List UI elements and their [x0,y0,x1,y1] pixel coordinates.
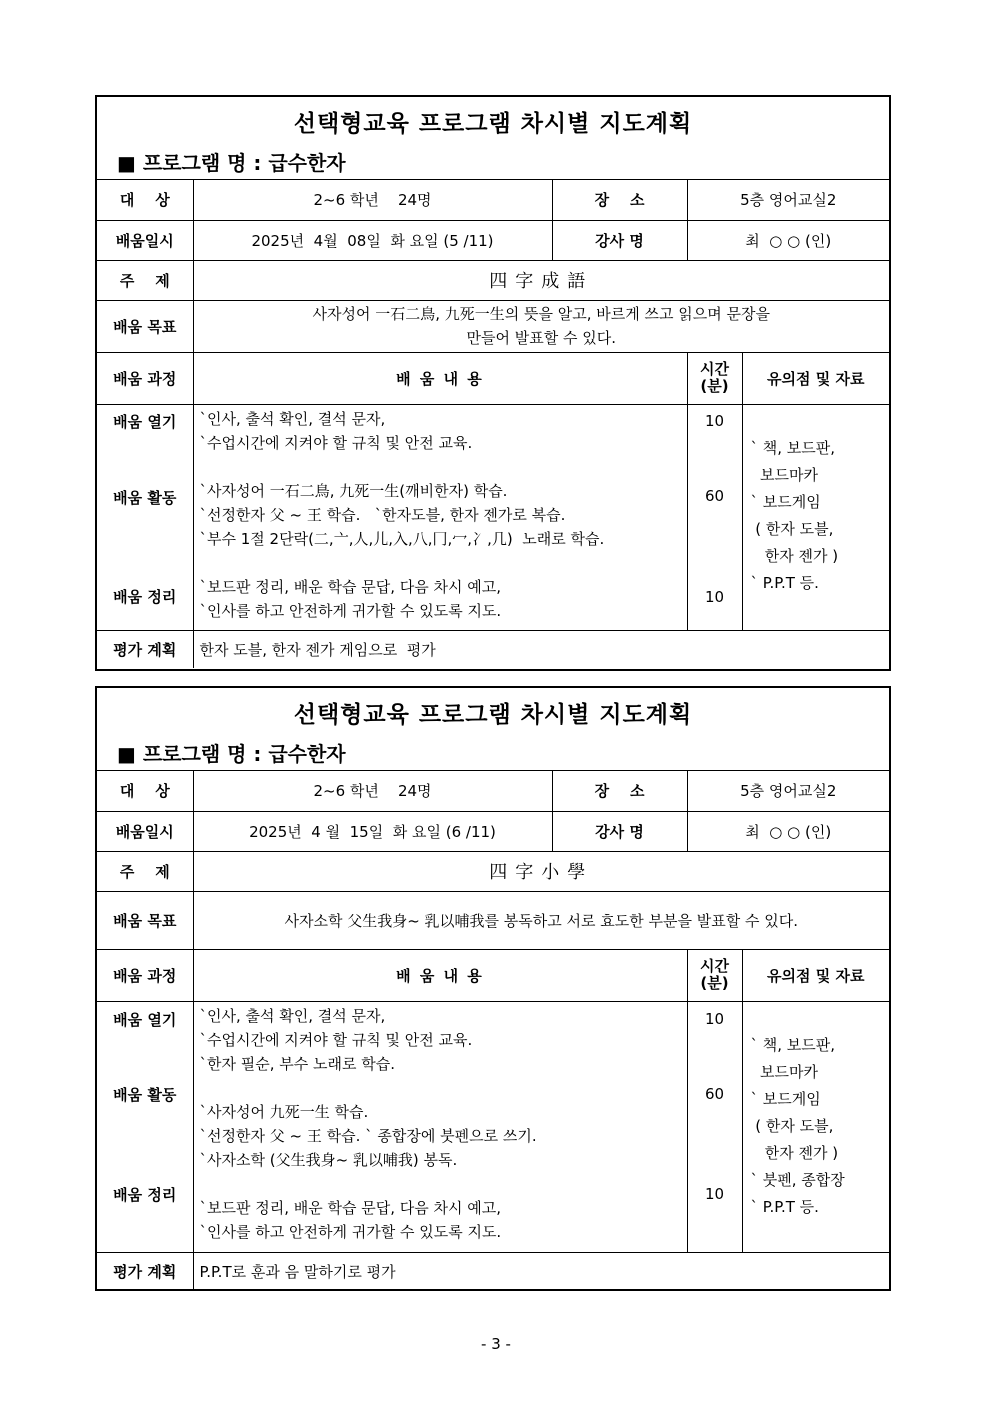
notes-line: ( 한자 도블, [750,519,834,538]
notes-cell [742,404,889,630]
time-label: 시간 (분) [687,352,742,404]
goal-line: 사자소학 父生我身~ 乳以哺我를 봉독하고 서로 효도한 부분을 발표할 수 있다. [284,911,799,930]
notes-line: ` 책, 보드판, [750,1035,836,1054]
date-value: 2025년 4월 08일 화 요일 (5 /11) [193,220,552,260]
goal-text [193,891,889,949]
plan-table [97,771,889,1290]
stage-activity: 배움 활동 [113,1085,177,1104]
content-cell [193,1001,687,1252]
target-label: 대 상 [97,180,193,220]
notes-line: 보드마카 [750,1062,818,1081]
content-line: `사자성어 九死一生 학습. [199,1102,369,1121]
goal-line: 만들어 발표할 수 있다. [466,329,616,347]
place-label: 장 소 [552,180,687,220]
program-name: ■ 프로그램 명 : 급수한자 [117,742,346,766]
content-line: `수업시간에 지켜야 할 규칙 및 안전 교육. [199,1030,473,1049]
topic-value: 四字小學 [193,851,889,891]
lesson-plan-1 [95,95,891,671]
goal-label: 배움 목표 [97,891,193,949]
process-label: 배움 과정 [97,352,193,404]
eval-value: P.P.T로 훈과 음 말하기로 평가 [193,1252,889,1290]
time-activity: 60 [704,486,725,505]
date-value: 2025년 4 월 15일 화 요일 (6 /11) [193,811,552,851]
content-line: `보드판 정리, 배운 학습 문답, 다음 차시 예고, [199,577,502,596]
stage-column [97,1001,193,1252]
topic-label: 주 제 [97,851,193,891]
content-line: `선정한자 父 ~ 王 학습. `한자도블, 한자 젠가로 복습. [199,505,566,524]
lesson-plan-2 [95,686,891,1291]
goal-line: 사자성어 一石二鳥, 九死一生의 뜻을 알고, 바르게 쓰고 읽으며 문장을 [312,305,770,323]
date-label: 배움일시 [97,220,193,260]
content-line: `사자소학 (父生我身~ 乳以哺我) 봉독. [199,1150,458,1169]
place-label: 장 소 [552,771,687,811]
notes-line: 한자 젠가 ) [750,546,839,565]
notes-line: 보드마카 [750,465,818,484]
stage-opening: 배움 열기 [113,1010,177,1029]
notes-line: ` P.P.T 등. [750,573,819,592]
time-closing: 10 [704,1184,725,1203]
time-column [687,1001,742,1252]
teacher-value: 최 ○ ○ (인) [687,220,889,260]
target-value: 2~6 학년 24명 [193,180,552,220]
page-number: - 3 - [481,1335,511,1353]
time-opening: 10 [704,1009,725,1028]
content-label: 배 움 내 용 [193,949,687,1001]
time-opening: 10 [704,411,725,430]
stage-column [97,404,193,630]
teacher-label: 강사 명 [552,811,687,851]
goal-text [193,300,889,352]
stage-activity: 배움 활동 [113,488,177,507]
content-line: `부수 1절 2단락(二,亠,人,儿,入,八,冂,冖,冫,几) 노래로 학습. [199,529,605,548]
content-line: `인사, 출석 확인, 결석 문자, [199,1006,386,1025]
plan-table [97,180,889,668]
process-label: 배움 과정 [97,949,193,1001]
content-line: `인사를 하고 안전하게 귀가할 수 있도록 지도. [199,601,502,620]
time-column [687,404,742,630]
eval-value: 한자 도블, 한자 젠가 게임으로 평가 [193,630,889,668]
plan-title: 선택형교육 프로그램 차시별 지도계획 [293,702,693,728]
content-line: `한자 필순, 부수 노래로 학습. [199,1054,395,1073]
content-line [200,455,681,479]
place-value: 5층 영어교실2 [687,180,889,220]
notes-line: ` 책, 보드판, [750,438,836,457]
topic-label: 주 제 [97,260,193,300]
plan-header [97,97,889,180]
plan-title: 선택형교육 프로그램 차시별 지도계획 [293,111,693,137]
notes-line: ` 보드게임 [750,1089,821,1108]
notes-cell [742,1001,889,1252]
notes-line: ` 보드게임 [750,492,821,511]
content-line: `사자성어 一石二鳥, 九死一生(깨비한자) 학습. [199,481,508,500]
teacher-label: 강사 명 [552,220,687,260]
target-value: 2~6 학년 24명 [193,771,552,811]
stage-closing: 배움 정리 [113,1185,177,1204]
eval-label: 평가 계획 [97,1252,193,1290]
content-line: `선정한자 父 ~ 王 학습. ` 종합장에 붓펜으로 쓰기. [199,1126,537,1145]
time-closing: 10 [704,587,725,606]
content-line [200,1076,681,1100]
teacher-value: 최 ○ ○ (인) [687,811,889,851]
content-line [200,1172,681,1196]
notes-label: 유의점 및 자료 [742,352,889,404]
content-line: `인사를 하고 안전하게 귀가할 수 있도록 지도. [199,1222,502,1241]
content-cell [193,404,687,630]
program-name: ■ 프로그램 명 : 급수한자 [117,151,346,175]
content-line: `보드판 정리, 배운 학습 문답, 다음 차시 예고, [199,1198,502,1217]
notes-label: 유의점 및 자료 [742,949,889,1001]
time-label: 시간 (분) [687,949,742,1001]
content-line: `수업시간에 지켜야 할 규칙 및 안전 교육. [199,433,473,452]
content-line: `인사, 출석 확인, 결석 문자, [199,409,386,428]
date-label: 배움일시 [97,811,193,851]
notes-line: ` P.P.T 등. [750,1197,819,1216]
topic-value: 四字成語 [193,260,889,300]
notes-line: ` 붓펜, 종합장 [750,1170,845,1189]
place-value: 5층 영어교실2 [687,771,889,811]
plan-header [97,688,889,771]
notes-line: ( 한자 도블, [750,1116,834,1135]
content-line [200,551,681,575]
goal-label: 배움 목표 [97,300,193,352]
stage-closing: 배움 정리 [113,587,177,606]
time-activity: 60 [704,1084,725,1103]
notes-line: 한자 젠가 ) [750,1143,839,1162]
content-label: 배 움 내 용 [193,352,687,404]
stage-opening: 배움 열기 [113,412,177,431]
eval-label: 평가 계획 [97,630,193,668]
target-label: 대 상 [97,771,193,811]
